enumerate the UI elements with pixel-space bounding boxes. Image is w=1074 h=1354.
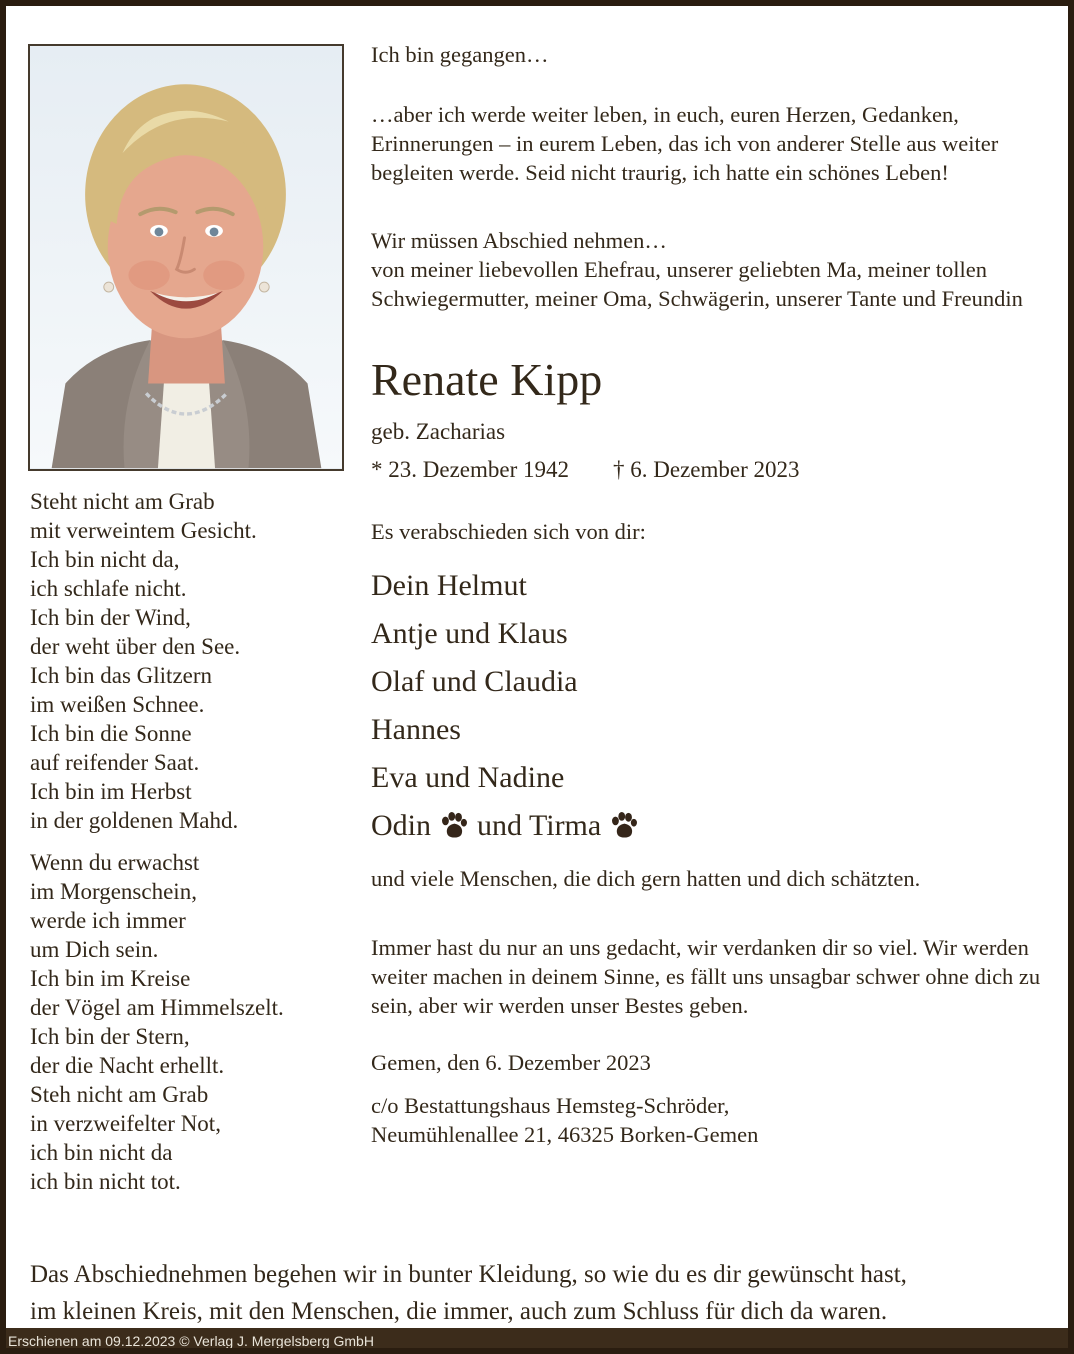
poem-line: Ich bin im Kreise bbox=[30, 966, 191, 991]
mourners-closing: und viele Menschen, die dich gern hatten und dich schätzten. bbox=[371, 866, 921, 891]
poem-line: Steht nicht am Grab bbox=[30, 489, 215, 514]
funeral-home-line: c/o Bestattungshaus Hemsteg-Schröder, bbox=[371, 1093, 730, 1118]
poem-line: Ich bin im Herbst bbox=[30, 779, 192, 804]
final-note-line: im kleinen Kreis, mit den Menschen, die immer, auch zum Schluss für dich da waren. bbox=[30, 1298, 888, 1325]
poem-line: ich bin nicht tot. bbox=[30, 1169, 181, 1194]
mourners-list bbox=[371, 562, 1049, 850]
poem-line: der Vögel am Himmelszelt. bbox=[30, 995, 284, 1020]
portrait-photo bbox=[28, 44, 344, 471]
death-date: † 6. Dezember 2023 bbox=[613, 457, 800, 482]
poem-line: der weht über den See. bbox=[30, 634, 241, 659]
birth-name: geb. Zacharias bbox=[371, 419, 506, 444]
funeral-home-block bbox=[371, 1091, 1049, 1149]
abschied-block bbox=[371, 226, 1049, 313]
poem-line: Ich bin nicht da, bbox=[30, 547, 180, 572]
poem-line: in der goldenen Mahd. bbox=[30, 808, 239, 833]
list-item: Olaf und Claudia bbox=[371, 665, 578, 698]
abschied-line: Wir müssen Abschied nehmen… bbox=[371, 228, 667, 253]
poem-line: Ich bin das Glitzern bbox=[30, 663, 213, 688]
funeral-home-line: Neumühlenallee 21, 46325 Borken-Gemen bbox=[371, 1122, 759, 1147]
poem-line: in verzweifelter Not, bbox=[30, 1111, 221, 1136]
birth-date: * 23. Dezember 1942 bbox=[371, 457, 569, 482]
list-item: Antje und Klaus bbox=[371, 617, 568, 650]
list-item: Hannes bbox=[371, 713, 461, 746]
poem-line: der die Nacht erhellt. bbox=[30, 1053, 225, 1078]
memorial-poem bbox=[30, 487, 370, 1196]
poem-line: Ich bin der Wind, bbox=[30, 605, 191, 630]
paw-icon bbox=[439, 811, 469, 838]
main-text-column bbox=[371, 40, 1049, 1149]
life-dates bbox=[371, 455, 1049, 485]
list-item: Eva und Nadine bbox=[371, 761, 565, 794]
poem-line: Wenn du erwachst bbox=[30, 850, 200, 875]
paw-icon bbox=[609, 811, 639, 838]
farewell-intro: Es verabschieden sich von dir: bbox=[371, 519, 646, 544]
poem-line: Ich bin der Stern, bbox=[30, 1024, 190, 1049]
intro-paragraph: …aber ich werde weiter leben, in euch, euren Herzen, Gedanken, Erinnerungen – in eurem Leben, das ich von anderer Stelle aus weiter begleiten werde. Seid nicht traurig, ich hatte ein schönes Leben! bbox=[371, 102, 999, 185]
poem-line: im weißen Schnee. bbox=[30, 692, 205, 717]
poem-line: ich schlafe nicht. bbox=[30, 576, 187, 601]
final-note-line: Das Abschiednehmen begehen wir in bunter Kleidung, so wie du es dir gewünscht hast, bbox=[30, 1261, 907, 1288]
gratitude-message: Immer hast du nur an uns gedacht, wir verdanken dir so viel. Wir werden weiter machen in deinem Sinne, es fällt uns unsagbar schwer ohne dich zu sein, aber wir werden unser Bestes geben. bbox=[371, 935, 1041, 1018]
publisher-footer: Erschienen am 09.12.2023 © Verlag J. Mergelsberg GmbH bbox=[0, 1328, 1074, 1354]
poem-stanza-2 bbox=[30, 848, 370, 1196]
poem-line: um Dich sein. bbox=[30, 937, 159, 962]
poem-line: werde ich immer bbox=[30, 908, 186, 933]
final-note bbox=[30, 1256, 1046, 1330]
poem-line: Steh nicht am Grab bbox=[30, 1082, 209, 1107]
portrait-photo-illustration bbox=[30, 46, 342, 469]
poem-line: im Morgenschein, bbox=[30, 879, 197, 904]
list-item-pets bbox=[371, 802, 1049, 850]
poem-line: Ich bin die Sonne bbox=[30, 721, 192, 746]
pet-name: Odin bbox=[371, 809, 431, 842]
intro-line: Ich bin gegangen… bbox=[371, 42, 549, 67]
poem-line: ich bin nicht da bbox=[30, 1140, 173, 1165]
pet-name: und Tirma bbox=[477, 809, 602, 842]
abschied-text: von meiner liebevollen Ehefrau, unserer geliebten Ma, meiner tollen Schwiegermutter, meiner Oma, Schwägerin, unserer Tante und Freundin bbox=[371, 257, 1023, 311]
poem-line: mit verweintem Gesicht. bbox=[30, 518, 257, 543]
poem-stanza-1 bbox=[30, 487, 370, 835]
deceased-name: Renate Kipp bbox=[371, 354, 603, 405]
place-date: Gemen, den 6. Dezember 2023 bbox=[371, 1050, 651, 1075]
poem-line: auf reifender Saat. bbox=[30, 750, 200, 775]
list-item: Dein Helmut bbox=[371, 569, 527, 602]
